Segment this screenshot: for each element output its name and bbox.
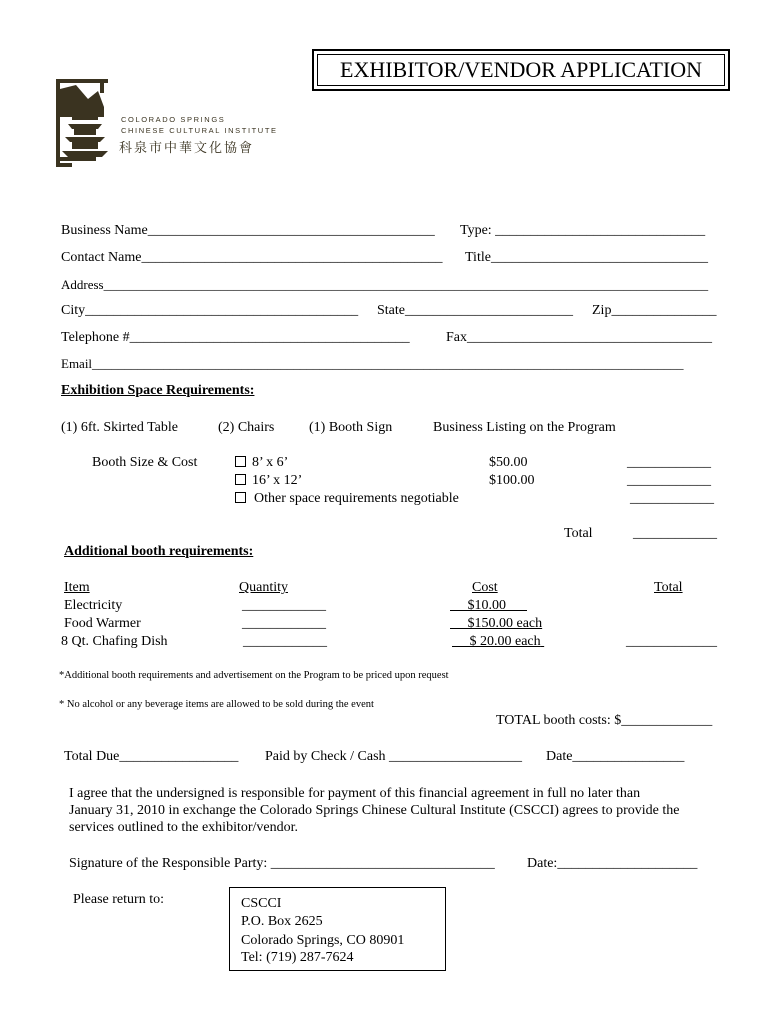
return-line: CSCCI — [241, 896, 282, 911]
exhibition-heading: Exhibition Space Requirements: — [61, 383, 255, 398]
note-pricing: *Additional booth requirements and advertisement on the Program to be priced upon request — [59, 670, 449, 681]
include-sign: (1) Booth Sign — [309, 420, 393, 435]
row-cost: $150.00 each — [467, 616, 543, 631]
business-name-field[interactable]: Business Name_________________________________________ — [61, 223, 435, 238]
include-chairs: (2) Chairs — [218, 420, 275, 435]
pagoda-logo-icon — [54, 77, 112, 169]
title-box — [312, 49, 730, 91]
col-header-quantity: Quantity — [239, 580, 288, 595]
address-field[interactable]: Address_____________________________________________________________________________________________ — [61, 277, 709, 292]
checkbox[interactable] — [235, 492, 246, 503]
total-due-field[interactable]: Total Due_________________ — [64, 749, 239, 764]
row-qty[interactable]: ____________ — [242, 598, 326, 613]
type-field[interactable]: Type: ______________________________ — [460, 223, 706, 238]
contact-name-field[interactable]: Contact Name___________________________________________ — [61, 250, 443, 265]
col-header-total: Total — [654, 580, 683, 595]
agreement-line-3: services outlined to the exhibitor/vendor. — [69, 820, 299, 835]
page-title: EXHIBITOR/VENDOR APPLICATION — [317, 54, 725, 86]
return-line: P.O. Box 2625 — [241, 914, 323, 929]
city-field[interactable]: City_______________________________________ — [61, 303, 359, 318]
additional-heading: Additional booth requirements: — [64, 544, 254, 559]
agreement-line-1: I agree that the undersigned is responsible for payment of this financial agreement in full no later than — [69, 786, 641, 801]
row-qty[interactable]: ____________ — [242, 616, 326, 631]
row-total[interactable]: _____________ — [626, 634, 717, 649]
zip-field[interactable]: Zip_______________ — [592, 303, 717, 318]
include-listing: Business Listing on the Program — [433, 420, 616, 435]
return-label: Please return to: — [73, 892, 164, 907]
option-label: 8’ x 6’ — [252, 455, 289, 470]
row-item: Electricity — [64, 598, 123, 613]
row-item: Food Warmer — [64, 616, 141, 631]
row-qty[interactable]: ____________ — [243, 634, 327, 649]
option-8x6[interactable] — [235, 456, 288, 470]
option-blank[interactable]: ____________ — [627, 473, 711, 488]
return-line: Tel: (719) 287-7624 — [241, 950, 354, 965]
return-line: Colorado Springs, CO 80901 — [241, 933, 405, 948]
checkbox[interactable] — [235, 456, 246, 467]
title-field[interactable]: Title_______________________________ — [465, 250, 708, 265]
option-price: $100.00 — [489, 473, 535, 488]
option-price: $50.00 — [489, 455, 528, 470]
option-blank[interactable]: ____________ — [630, 491, 714, 506]
logo-chinese-name: 科泉市中華文化協會 — [119, 140, 255, 155]
logo-line-1: COLORADO SPRINGS — [121, 115, 226, 124]
state-field[interactable]: State________________________ — [377, 303, 573, 318]
col-header-item: Item — [64, 580, 90, 595]
paid-by-field[interactable]: Paid by Check / Cash ___________________ — [265, 749, 523, 764]
note-alcohol: * No alcohol or any beverage items are allowed to be sold during the event — [59, 699, 374, 710]
include-table: (1) 6ft. Skirted Table — [61, 420, 178, 435]
agreement-line-2: January 31, 2010 in exchange the Colorado Springs Chinese Cultural Institute (CSCCI) agrees to provide the — [69, 803, 680, 818]
fax-field[interactable]: Fax___________________________________ — [446, 330, 712, 345]
total-booth-costs[interactable]: TOTAL booth costs: $_____________ — [496, 713, 713, 728]
row-cost: $10.00 — [467, 598, 506, 613]
return-address-box — [229, 887, 446, 971]
option-blank[interactable]: ____________ — [627, 455, 711, 470]
space-total-blank[interactable]: ____________ — [633, 526, 717, 541]
option-label: 16’ x 12’ — [252, 473, 303, 488]
booth-size-label: Booth Size & Cost — [92, 455, 198, 470]
option-label: Other space requirements negotiable — [254, 491, 459, 506]
telephone-field[interactable]: Telephone #________________________________________ — [61, 330, 410, 345]
row-cost: $ 20.00 each — [469, 634, 541, 649]
signature-field[interactable]: Signature of the Responsible Party: ________________________________ — [69, 856, 495, 871]
space-total-label: Total — [564, 526, 593, 541]
row-item: 8 Qt. Chafing Dish — [61, 634, 168, 649]
logo-line-2: CHINESE CULTURAL INSTITUTE — [121, 126, 278, 135]
signature-date-field[interactable]: Date:____________________ — [527, 856, 698, 871]
col-header-cost: Cost — [472, 580, 498, 595]
email-field[interactable]: Email___________________________________________________________________________________________ — [61, 356, 684, 371]
date-field[interactable]: Date________________ — [546, 749, 685, 764]
checkbox[interactable] — [235, 474, 246, 485]
option-16x12[interactable] — [235, 474, 302, 488]
option-other[interactable] — [235, 492, 459, 506]
